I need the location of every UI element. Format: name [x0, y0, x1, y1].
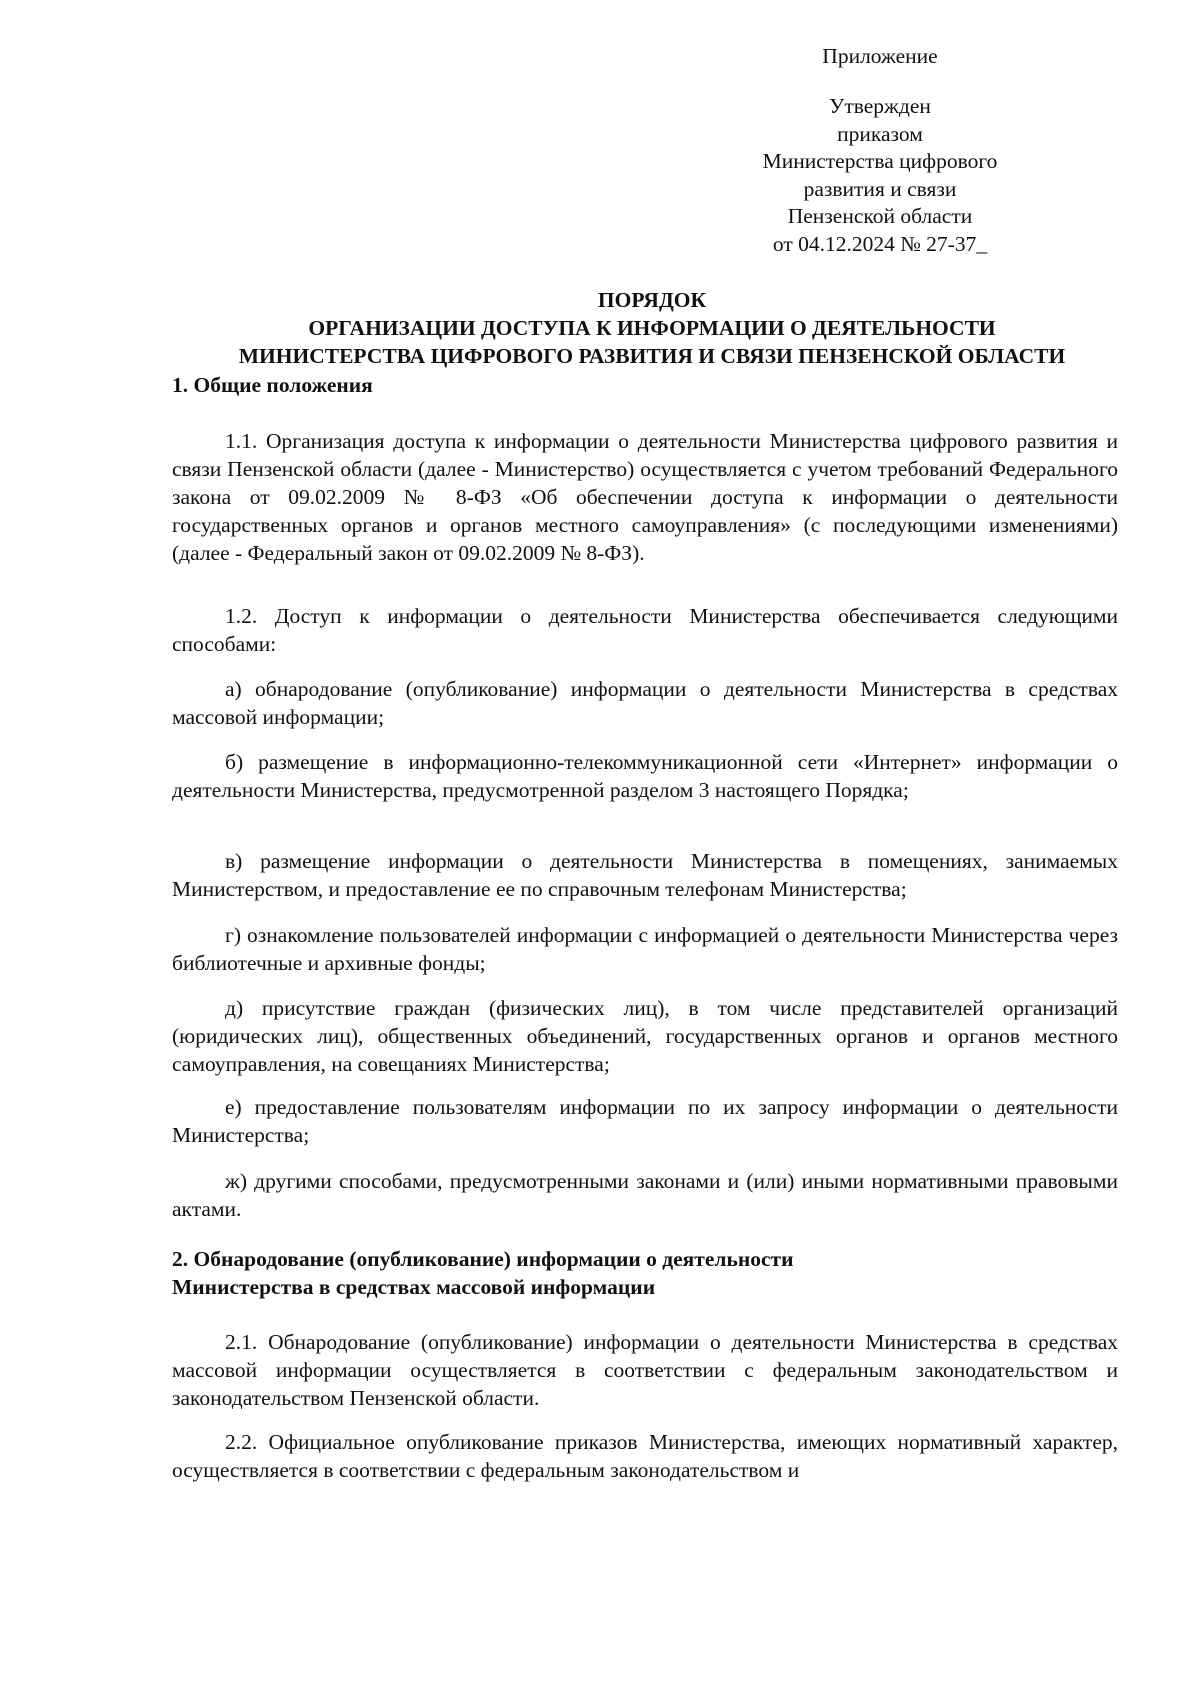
title-line: МИНИСТЕРСТВА ЦИФРОВОГО РАЗВИТИЯ И СВЯЗИ ПЕНЗЕНСКОЙ ОБЛАСТИ: [238, 344, 1066, 368]
approval-line: от 04.12.2024 № 27-37_: [772, 231, 988, 256]
list-item-d: д) присутствие граждан (физических лиц), в том числе представителей организаций (юридических лиц), общественных объединений, государственных органов и органов местного самоуправления, на совещаниях Министерства;: [172, 996, 1118, 1076]
list-item-b: б) размещение в информационно-телекоммуникационной сети «Интернет» информации о деятельности Министерства, предусмотренной разделом 3 настоящего Порядка;: [172, 750, 1118, 802]
paragraph-block: [172, 1428, 1118, 1484]
list-item-e: е) предоставление пользователям информации по их запросу информации о деятельности Министерства;: [172, 1095, 1118, 1147]
approval-line: Пензенской области: [787, 204, 973, 229]
title-line: ОРГАНИЗАЦИИ ДОСТУПА К ИНФОРМАЦИИ О ДЕЯТЕЛЬНОСТИ: [308, 316, 996, 340]
approval-block: [755, 93, 1005, 259]
appendix-label: Приложение: [822, 44, 938, 68]
list-item-zh: ж) другими способами, предусмотренными законами и (или) иными нормативными правовыми актами.: [172, 1169, 1118, 1221]
paragraph-block: [172, 1167, 1118, 1223]
paragraph-block: [172, 994, 1118, 1078]
document-title: [172, 286, 1132, 370]
paragraph-1-1: 1.1. Организация доступа к информации о деятельности Министерства цифрового развития и связи Пензенской области (далее - Министерство) осуществляется с учетом требований Федерального закона от 09.02.2009 № 8-ФЗ «Об обеспечении доступа к информации о деятельности государственных органов и органов местного самоуправления» (с последующими изменениями) (далее - Федеральный закон от 09.02.2009 № 8-ФЗ).: [172, 429, 1118, 565]
paragraph-block: [172, 847, 1118, 903]
list-item-a: а) обнародование (опубликование) информации о деятельности Министерства в средствах массовой информации;: [172, 677, 1118, 729]
section-2-heading-block: [172, 1245, 1118, 1301]
approval-line: Министерства цифрового: [762, 149, 998, 174]
paragraph-block: [172, 921, 1118, 977]
paragraph-2-1: 2.1. Обнародование (опубликование) информации о деятельности Министерства в средствах массовой информации осуществляется в соответствии с федеральным законодательством и законодательством Пензенской области.: [172, 1330, 1118, 1410]
section-heading-line: 2. Обнародование (опубликование) информации о деятельности: [172, 1247, 794, 1271]
paragraph-block: [172, 748, 1118, 804]
section-heading-line: Министерства в средствах массовой информации: [172, 1275, 656, 1299]
paragraph-block: [172, 1093, 1118, 1149]
section-1-heading-block: [172, 371, 1118, 399]
approval-line: развития и связи: [803, 176, 957, 201]
section-heading: 1. Общие положения: [172, 373, 373, 397]
paragraph-block: [172, 1328, 1118, 1412]
title-line: ПОРЯДОК: [597, 288, 707, 312]
paragraph-block: [172, 602, 1118, 658]
paragraph-1-2: 1.2. Доступ к информации о деятельности Министерства обеспечивается следующими способами:: [172, 604, 1118, 656]
paragraph-block: [172, 675, 1118, 731]
paragraph-block: [172, 427, 1118, 567]
paragraph-2-2: 2.2. Официальное опубликование приказов Министерства, имеющих нормативный характер, осуществляется в соответствии с федеральным законодательством и: [172, 1430, 1118, 1482]
approval-line: Утвержден: [829, 94, 931, 118]
list-item-v: в) размещение информации о деятельности Министерства в помещениях, занимаемых Министерством, и предоставление ее по справочным телефонам Министерства;: [172, 849, 1118, 901]
list-item-g: г) ознакомление пользователей информации с информацией о деятельности Министерства через библиотечные и архивные фонды;: [172, 923, 1118, 975]
approval-line: приказом: [837, 121, 923, 146]
